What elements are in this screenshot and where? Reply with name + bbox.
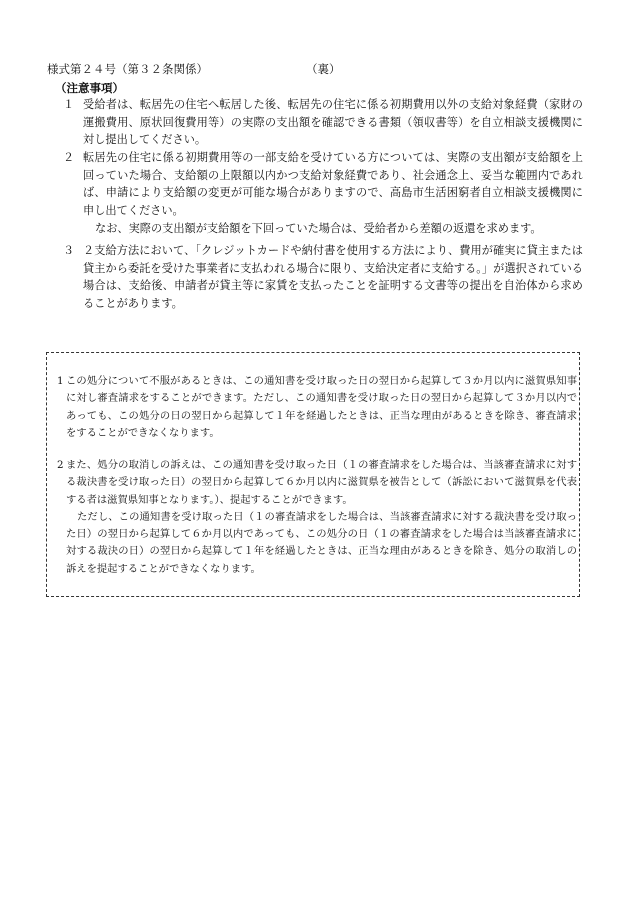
- note-number: ３: [63, 244, 75, 257]
- note-item-1: [63, 96, 583, 149]
- form-header: [47, 61, 341, 77]
- note-text: ２支給方法において、「クレジットカードや納付書を使用する方法により、費用が確実に貸主または貸主から委託を受けた事業者に支払われる場合に限り、支給決定者に支給する。」が選択されている場合は、支給後、申請者が貸主等に家賃を支払ったことを証明する文書等の提出を自治体から求めることがあります。: [83, 244, 583, 311]
- note-text-followup: なお、実際の支出額が支給額を下回っていた場合は、受給者から差額の返還を求めます。: [95, 221, 542, 235]
- appeal-item-2: [57, 457, 577, 578]
- appeal-text: また、処分の取消しの訴えは、この通知書を受け取った日（１の審査請求をした場合は、当該審査請求に対する裁決書を受け取った日）の翌日から起算して６か月以内に滋賀県を被告として（訴訟において滋賀県を代表する者は滋賀県知事となります。）、提起することができます。: [66, 459, 577, 506]
- note-number: １: [63, 98, 75, 111]
- note-number: ２: [63, 151, 75, 164]
- appeal-text-followup: ただし、この通知書を受け取った日（１の審査請求をした場合は、当該審査請求に対する裁決書を受け取った日）の翌日から起算して６か月以内であっても、この処分の日（１の審査請求をした場合は当該審査請求に対する裁決の日）の翌日から起算して１年を経過したときは、正当な理由があるときを除き、処分の取消しの訴えを提起することができなくなります。: [66, 510, 577, 575]
- appeal-number: 1: [57, 375, 64, 387]
- appeal-number: 2: [57, 459, 64, 471]
- note-text: 転居先の住宅に係る初期費用等の一部支給を受けている方については、実際の支出額が支給額を上回っていた場合、支給額の上限額以内かつ支給対象経費であり、社会通念上、妥当な範囲内であれば、申請により支給額の変更が可能な場合がありますので、高島市生活困窮者自立相談支援機関に申し出てください。: [83, 151, 583, 218]
- side-label: （裏）: [306, 62, 341, 76]
- appeal-item-1: [57, 373, 577, 442]
- appeal-text: この処分について不服があるときは、この通知書を受け取った日の翌日から起算して３か月以内に滋賀県知事に対し審査請求をすることができます。ただし、この通知書を受け取った日の翌日から起算して３か月以内であっても、この処分の日の翌日から起算して１年を経過したときは、正当な理由があるときを除き、審査請求をすることができなくなります。: [66, 375, 577, 439]
- notes-title: （注意事項）: [55, 81, 124, 95]
- note-text: 受給者は、転居先の住宅へ転居した後、転居先の住宅に係る初期費用以外の支給対象経費（家財の運搬費用、原状回復費用等）の実際の支出額を確認できる書類（領収書等）を自立相談支援機関に対し提出してください。: [83, 98, 583, 147]
- form-label: 様式第２４号（第３２条関係）: [47, 62, 208, 76]
- note-item-2: [63, 149, 583, 238]
- note-item-3: [63, 242, 583, 313]
